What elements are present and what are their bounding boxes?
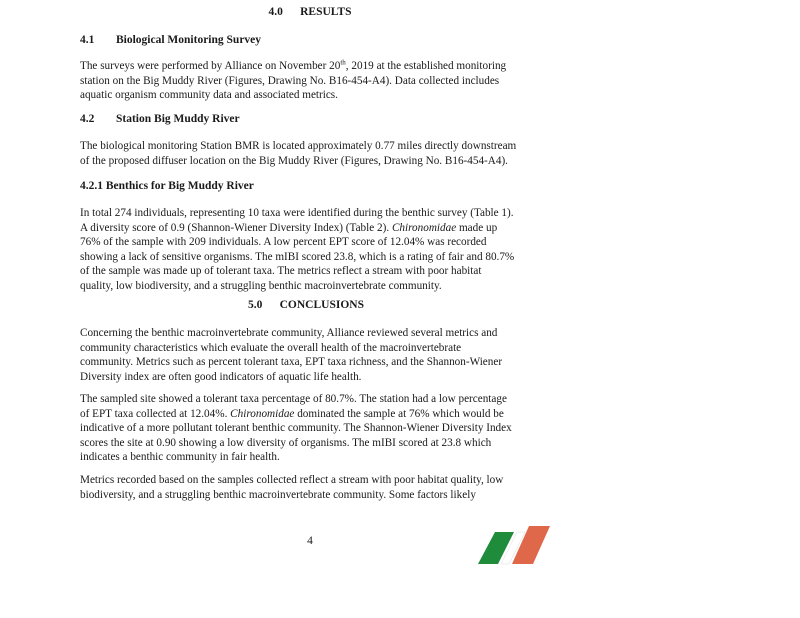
text-span: A diversity score of 0.9 (Shannon-Wiener Diversity Index) (Table 2). (80, 221, 390, 234)
text-line: quality, low biodiversity, and a struggling benthic macroinvertebrate community. (80, 279, 442, 292)
section-4-2-number: 4.2 (80, 113, 95, 125)
section-4-2-1-heading: 4.2.1 Benthics for Big Muddy River (80, 180, 254, 192)
text-line (80, 59, 560, 74)
section-4-1-number: 4.1 (80, 34, 95, 46)
text-span: made up (458, 221, 498, 234)
page-number: 4 (307, 535, 313, 547)
section-4-1-paragraph (80, 59, 560, 103)
section-4-2-paragraph (80, 139, 560, 168)
text-line: Concerning the benthic macroinvertebrate community, Alliance reviewed several metrics and (80, 327, 498, 339)
text-line: indicative of a more pollutant tolerant benthic community. The Shannon-Wiener Diversity Index (80, 422, 512, 435)
section-4-title: RESULTS (300, 6, 352, 18)
text-line: Diversity index are often good indicators of aquatic life health. (80, 370, 362, 383)
taxon-name: Chironomidae (391, 221, 457, 234)
text-line: indicates a benthic community in fair health. (80, 451, 280, 464)
text-line: of the proposed diffuser location on the Big Muddy River (Figures, Drawing No. B16-454-A4). (80, 154, 508, 167)
text-span: The surveys were performed by Alliance on November 20 (80, 60, 341, 72)
text-line: scores the site at 0.90 showing a low diversity of organisms. The mIBI scored at 23.8 which (80, 436, 492, 449)
text-line: biodiversity, and a struggling benthic macroinvertebrate community. Some factors likely (80, 488, 476, 501)
text-line: The sampled site showed a tolerant taxa percentage of 80.7%. The station had a low percentage (80, 393, 507, 405)
text-line (80, 407, 560, 422)
text-line: aquatic organism community data and associated metrics. (80, 89, 338, 102)
section-5-number: 5.0 (248, 299, 263, 311)
text-line: 76% of the sample with 209 individuals. A low percent EPT score of 12.04% was recorded (80, 236, 487, 249)
text-span: dominated the sample at 76% which would be (297, 407, 504, 420)
conclusions-paragraph-3 (80, 473, 560, 502)
text-line: showing a lack of sensitive organisms. The mIBI scored 23.8, which is a rating of fair and 80.7% (80, 250, 515, 263)
text-line: community. Metrics such as percent tolerant taxa, EPT taxa richness, and the Shannon-Wiener (80, 356, 503, 369)
company-logo-icon (478, 524, 552, 566)
conclusions-paragraph-1 (80, 326, 560, 384)
superscript: th (340, 58, 346, 67)
text-line: Metrics recorded based on the samples collected reflect a stream with poor habitat quality, low (80, 474, 504, 486)
section-4-2-title: Station Big Muddy River (116, 113, 240, 125)
text-line: In total 274 individuals, representing 10 taxa were identified during the benthic survey (Table 1). (80, 207, 514, 219)
section-4-1-heading (80, 33, 560, 48)
section-4-2-heading (80, 112, 560, 127)
text-line: station on the Big Muddy River (Figures, Drawing No. B16-454-A4). Data collected includes (80, 74, 500, 87)
section-4-heading (260, 6, 360, 18)
section-4-2-1-paragraph (80, 206, 560, 294)
section-4-1-title: Biological Monitoring Survey (116, 34, 262, 46)
conclusions-paragraph-2 (80, 392, 560, 465)
section-5-heading (236, 299, 376, 311)
text-span: , 2019 at the established monitoring (345, 60, 507, 72)
text-span: of EPT taxa collected at 12.04%. (80, 407, 228, 420)
section-4-number: 4.0 (268, 6, 283, 18)
text-line: of the sample was made up of tolerant taxa. The metrics reflect a stream with poor habitat (80, 265, 482, 278)
text-line (80, 221, 560, 236)
taxon-name: Chironomidae (230, 407, 295, 420)
text-line: community characteristics which evaluate the overall health of the macroinvertebrate (80, 341, 462, 354)
text-line: The biological monitoring Station BMR is located approximately 0.77 miles directly downstream (80, 140, 517, 152)
section-5-title: CONCLUSIONS (279, 299, 364, 311)
